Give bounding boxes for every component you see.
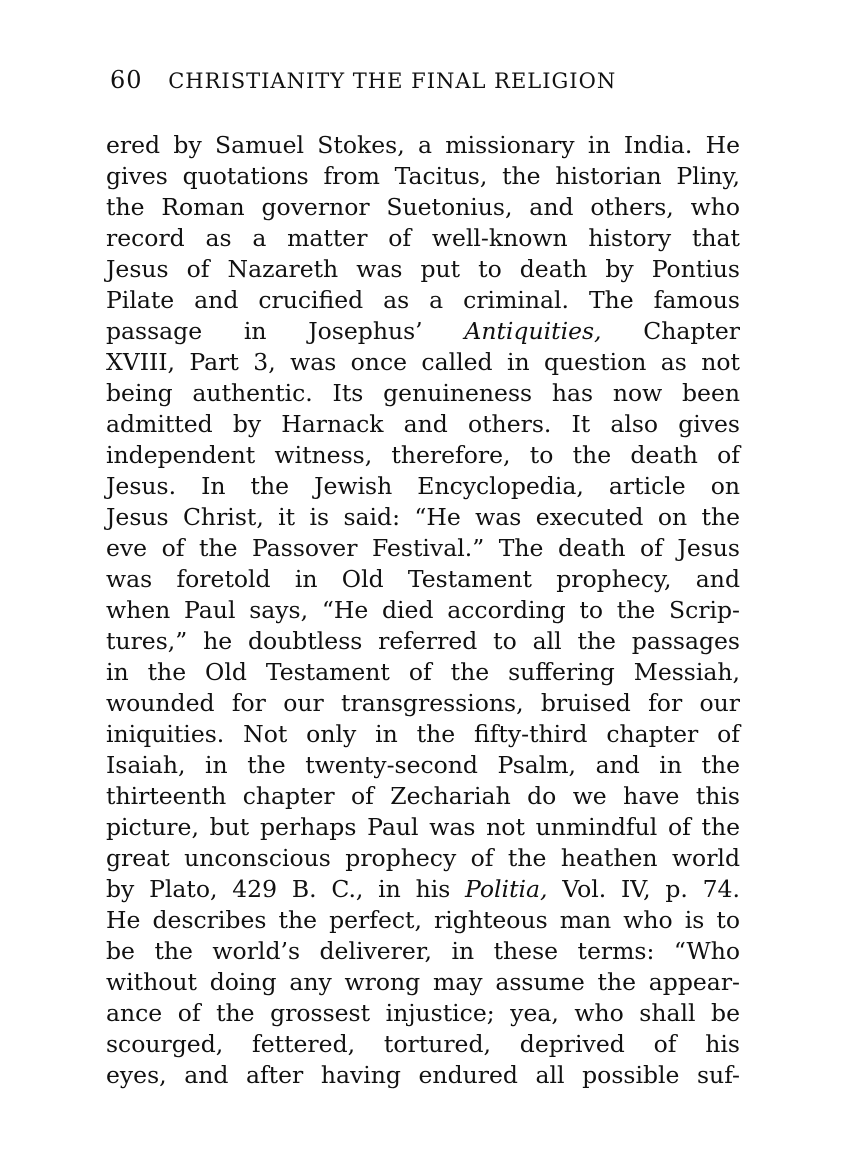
text-line xyxy=(106,223,740,254)
italic-title: Politia, xyxy=(465,875,548,903)
text-run: ance of the grossest injustice; yea, who shall be xyxy=(106,999,740,1027)
text-line xyxy=(106,409,740,440)
text-line xyxy=(106,316,740,347)
text-line xyxy=(106,781,740,812)
text-run: thirteenth chapter of Zechariah do we have this xyxy=(106,782,740,810)
text-run: XVIII, Part 3, was once called in question as not xyxy=(106,348,740,376)
text-run: Jesus of Nazareth was put to death by Pontius xyxy=(106,255,740,283)
text-line xyxy=(106,967,740,998)
text-run: Jesus. In the Jewish Encyclopedia, article on xyxy=(106,472,740,500)
text-run: scourged, fettered, tortured, deprived of his xyxy=(106,1030,740,1058)
text-run: Vol. IV, p. 74. xyxy=(547,875,740,903)
text-line xyxy=(106,378,740,409)
text-run: Jesus Christ, it is said: “He was executed on the xyxy=(106,503,740,531)
text-run: great unconscious prophecy of the heathen world xyxy=(106,844,740,872)
text-line xyxy=(106,440,740,471)
text-run: when Paul says, “He died according to the Scrip- xyxy=(106,596,740,624)
text-run: gives quotations from Tacitus, the historian Pliny, xyxy=(106,162,740,190)
text-line xyxy=(106,936,740,967)
text-line xyxy=(106,812,740,843)
text-run: Chapter xyxy=(601,317,740,345)
text-run: the Roman governor Suetonius, and others, who xyxy=(106,193,740,221)
italic-title: Antiquities, xyxy=(464,317,602,345)
text-line xyxy=(106,161,740,192)
text-line xyxy=(106,564,740,595)
text-line xyxy=(106,254,740,285)
text-run: eve of the Passover Festival.” The death of Jesus xyxy=(106,534,740,562)
text-line xyxy=(106,595,740,626)
text-run: He describes the perfect, righteous man who is to xyxy=(106,906,740,934)
text-run: Pilate and crucified as a criminal. The famous xyxy=(106,286,740,314)
text-line xyxy=(106,719,740,750)
text-run: eyes, and after having endured all possible suf- xyxy=(106,1061,740,1089)
text-run: by Plato, 429 B. C., in his xyxy=(106,875,466,903)
text-run: passage in Josephus’ xyxy=(106,317,465,345)
text-run: admitted by Harnack and others. It also gives xyxy=(106,410,740,438)
text-line xyxy=(106,874,740,905)
text-run: iniquities. Not only in the fifty-third chapter of xyxy=(106,720,740,748)
text-line xyxy=(106,471,740,502)
text-run: record as a matter of well-known history that xyxy=(106,224,740,252)
text-run: be the world’s deliverer, in these terms: “Who xyxy=(106,937,740,965)
running-head xyxy=(110,66,750,96)
text-run: being authentic. Its genuineness has now been xyxy=(106,379,740,407)
text-line xyxy=(106,688,740,719)
text-run: independent witness, therefore, to the death of xyxy=(106,441,740,469)
text-line xyxy=(106,626,740,657)
text-line xyxy=(106,192,740,223)
running-title: CHRISTIANITY THE FINAL RELIGION xyxy=(168,69,617,93)
text-run: tures,” he doubtless referred to all the passages xyxy=(106,627,740,655)
text-run: without doing any wrong may assume the appear- xyxy=(106,968,740,996)
text-line xyxy=(106,130,740,161)
text-line xyxy=(106,533,740,564)
text-run: wounded for our transgressions, bruised for our xyxy=(106,689,740,717)
text-line xyxy=(106,1060,740,1091)
page-number: 60 xyxy=(110,66,143,94)
text-line xyxy=(106,285,740,316)
text-run: picture, but perhaps Paul was not unmindful of the xyxy=(106,813,740,841)
text-line xyxy=(106,347,740,378)
text-line xyxy=(106,502,740,533)
text-line xyxy=(106,905,740,936)
text-run: in the Old Testament of the suffering Messiah, xyxy=(106,658,740,686)
text-line xyxy=(106,843,740,874)
body-text xyxy=(106,130,740,1091)
text-line xyxy=(106,1029,740,1060)
text-line xyxy=(106,998,740,1029)
text-run: was foretold in Old Testament prophecy, and xyxy=(106,565,740,593)
text-line xyxy=(106,750,740,781)
text-run: Isaiah, in the twenty-second Psalm, and in the xyxy=(106,751,740,779)
text-line xyxy=(106,657,740,688)
text-run: ered by Samuel Stokes, a missionary in India. He xyxy=(106,131,740,159)
